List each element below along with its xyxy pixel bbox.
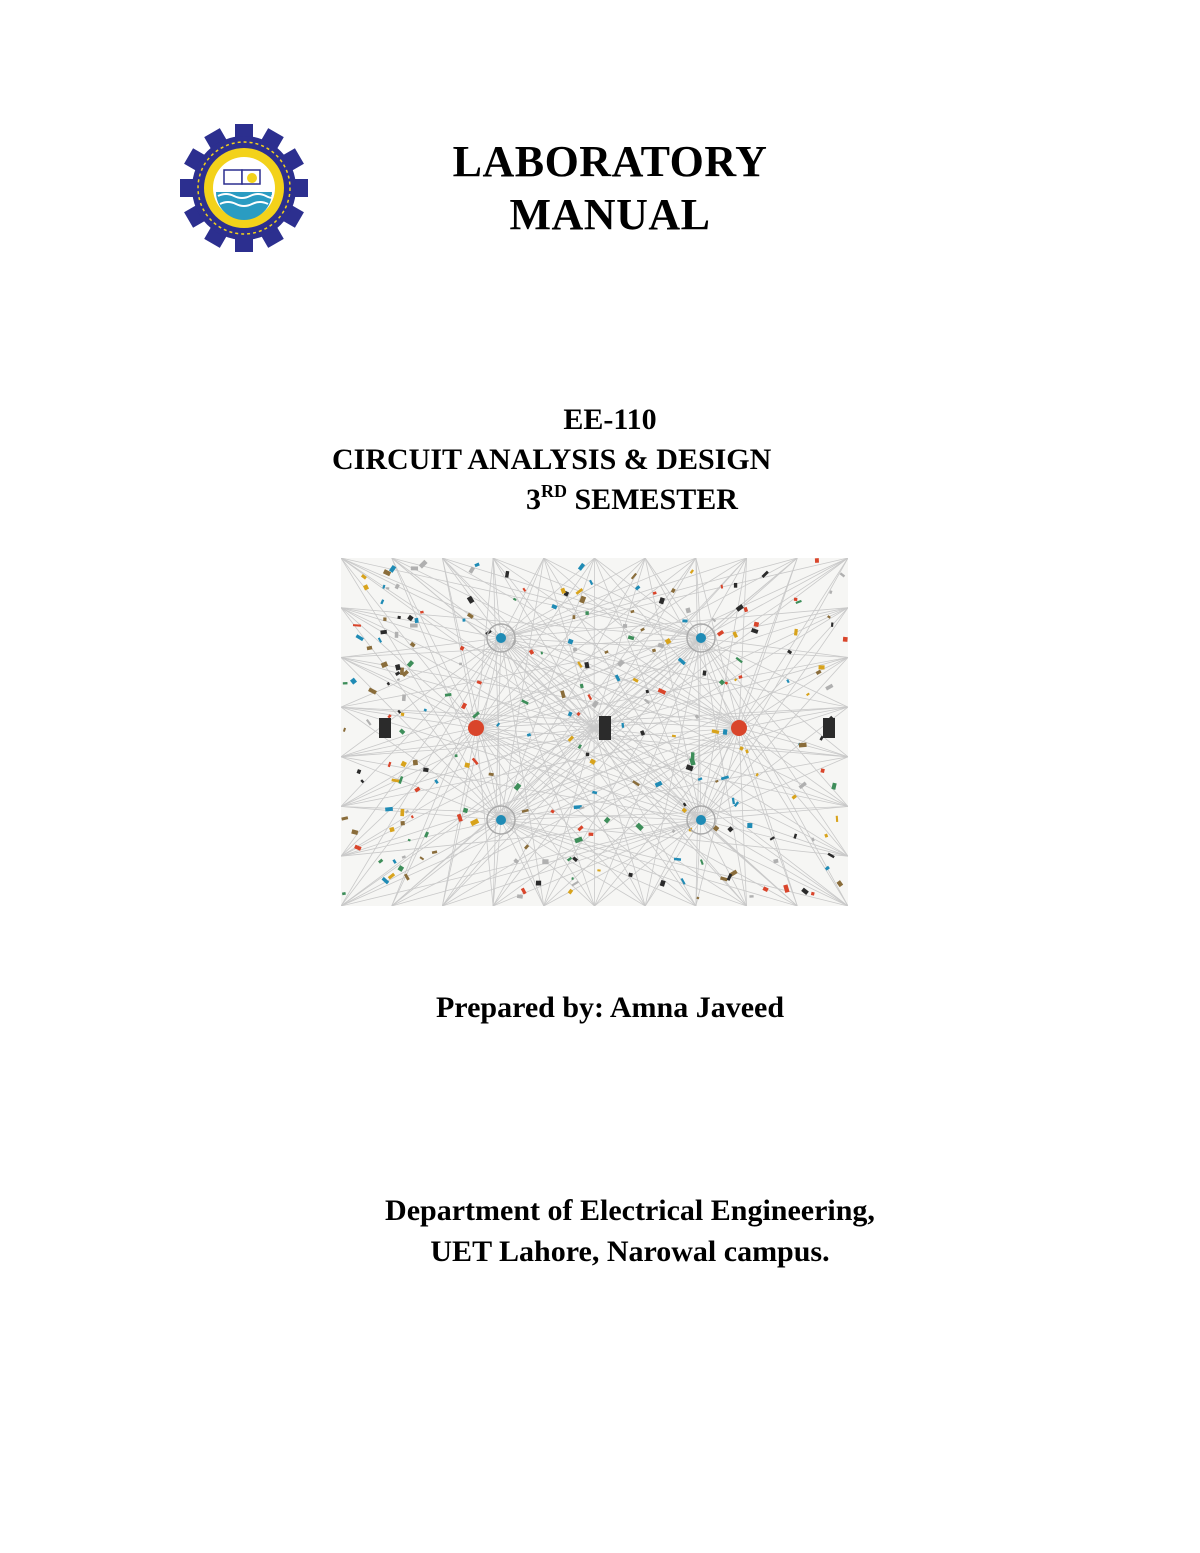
department-line-1: Department of Electrical Engineering, xyxy=(385,1194,875,1227)
course-code: EE-110 xyxy=(563,403,657,436)
manual-title xyxy=(410,135,810,241)
course-name: CIRCUIT ANALYSIS & DESIGN xyxy=(332,443,772,476)
cover-image xyxy=(341,558,848,906)
title-line-1: LABORATORY xyxy=(452,137,768,186)
university-logo-icon xyxy=(178,122,310,254)
department-block xyxy=(300,1190,960,1272)
title-line-2: MANUAL xyxy=(509,190,711,239)
semester-label xyxy=(526,480,738,520)
department-line-2: UET Lahore, Narowal campus. xyxy=(430,1235,830,1268)
semester-suffix: RD xyxy=(541,481,567,501)
semester-number: 3 xyxy=(526,483,541,516)
prepared-by: Prepared by: Amna Javeed xyxy=(435,991,785,1024)
semester-word: SEMESTER xyxy=(574,483,738,516)
